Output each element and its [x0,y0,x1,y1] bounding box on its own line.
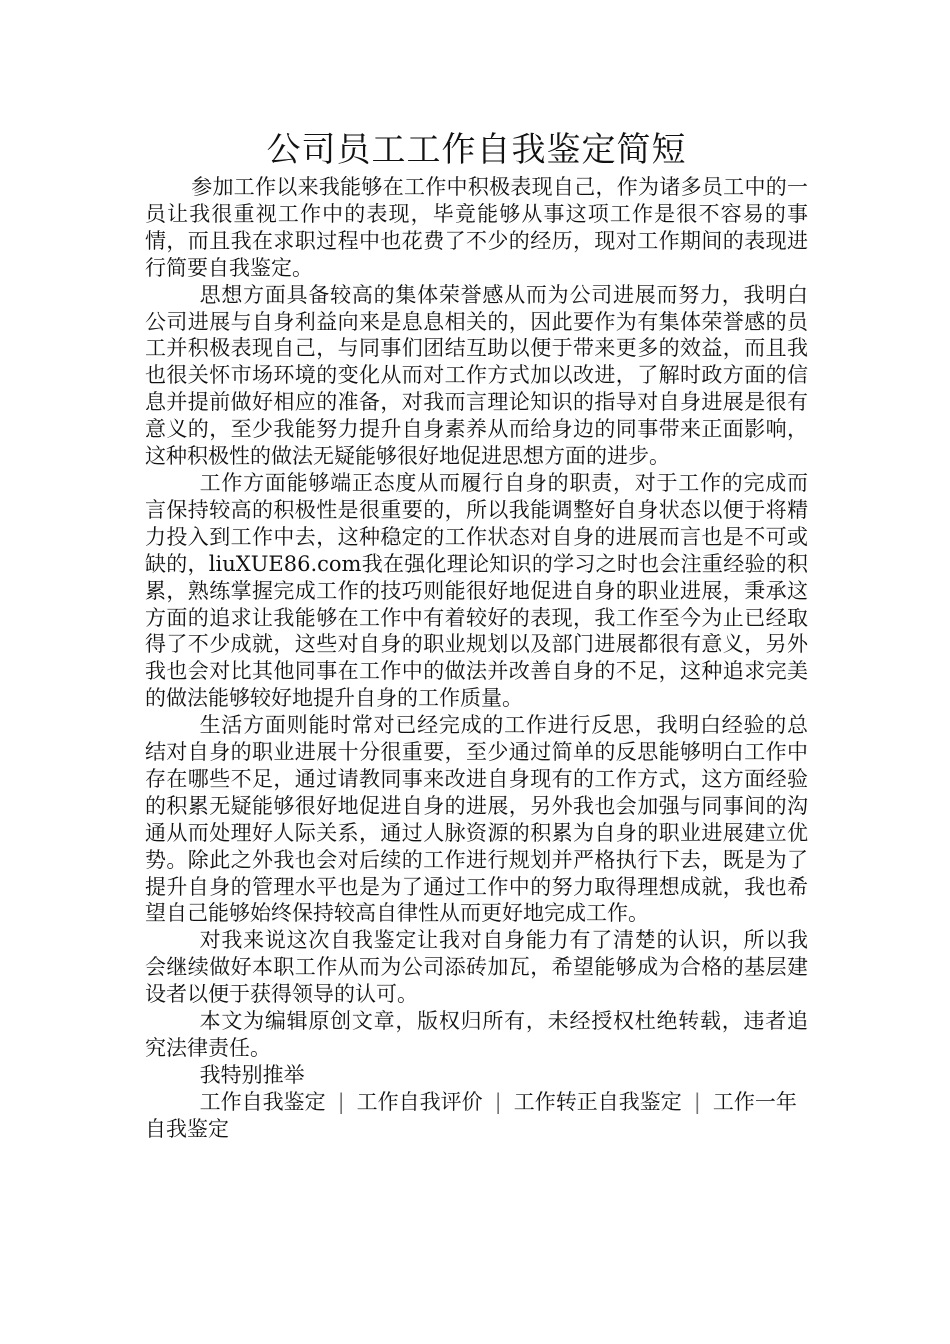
recommend-heading: 我特别推举 [199,1062,305,1087]
document-title: 公司员工工作自我鉴定简短 [266,130,687,170]
link-probation-self-appraisal[interactable]: 工作转正自我鉴定 [513,1089,682,1114]
link-separator: | [494,1089,502,1114]
link-separator: | [337,1089,345,1114]
paragraph-intro: 参加工作以来我能够在工作中积极表现自己，作为诸多员工中的一员让我很重视工作中的表现，毕竟能够从事这项工作是很不容易的事情，而且我在求职过程中也花费了不少的经历，现对工作期间的表现进行简要自我鉴定。 [145,175,808,280]
document-page [145,128,808,1143]
paragraph-work: 工作方面能够端正态度从而履行自身的职责，对于工作的完成而言保持较高的积极性是很重要的，所以我能调整好自身状态以便于将精力投入到工作中去，这种稳定的工作状态对自身的进展而言也是不可或缺的，liuXUE86.com我在强化理论知识的学习之时也会注重经验的积累，熟练掌握完成工作的技巧则能很好地促进自身的职业进展，秉承这方面的追求让我能够在工作中有着较好的表现，我工作至今为止已经取得了不少成就，这些对自身的职业规划以及部门进展都很有意义，另外我也会对比其他同事在工作中的做法并改善自身的不足，这种追求完美的做法能够较好地提升自身的工作质量。 [145,470,808,711]
paragraph-thought: 思想方面具备较高的集体荣誉感从而为公司进展而努力，我明白公司进展与自身利益向来是息息相关的，因此要作为有集体荣誉感的员工并积极表现自己，与同事们团结互助以便于带来更多的效益，而且我也很关怀市场环境的变化从而对工作方式加以改进，了解时政方面的信息并提前做好相应的准备，对我而言理论知识的指导对自身进展是很有意义的，至少我能努力提升自身素养从而给身边的同事带来正面影响，这种积极性的做法无疑能够很好地促进思想方面的进步。 [145,282,808,469]
link-work-self-evaluation[interactable]: 工作自我评价 [356,1089,483,1114]
paragraph-life: 生活方面则能时常对已经完成的工作进行反思，我明白经验的总结对自身的职业进展十分很重要，至少通过简单的反思能够明白工作中存在哪些不足，通过请教同事来改进自身现有的工作方式，这方面经验的积累无疑能够很好地促进自身的进展，另外我也会加强与同事间的沟通从而处理好人际关系，通过人脉资源的积累为自身的职业进展建立优势。除此之外我也会对后续的工作进行规划并严格执行下去，既是为了提升自身的管理水平也是为了通过工作中的努力取得理想成就，我也希望自己能够始终保持较高自律性从而更好地完成工作。 [145,713,808,926]
copyright-notice: 本文为编辑原创文章，版权归所有，未经授权杜绝转载，违者追究法律责任。 [145,1009,808,1060]
link-work-self-appraisal[interactable]: 工作自我鉴定 [199,1089,326,1114]
link-one-year-self-appraisal[interactable]: 工作一年自我鉴定 [145,1089,797,1141]
paragraph-conclusion: 对我来说这次自我鉴定让我对自身能力有了清楚的认识，所以我会继续做好本职工作从而为公司添砖加瓦，希望能够成为合格的基层建设者以便于获得领导的认可。 [145,928,808,1007]
recommended-links [145,1089,808,1143]
link-separator: | [693,1089,701,1114]
